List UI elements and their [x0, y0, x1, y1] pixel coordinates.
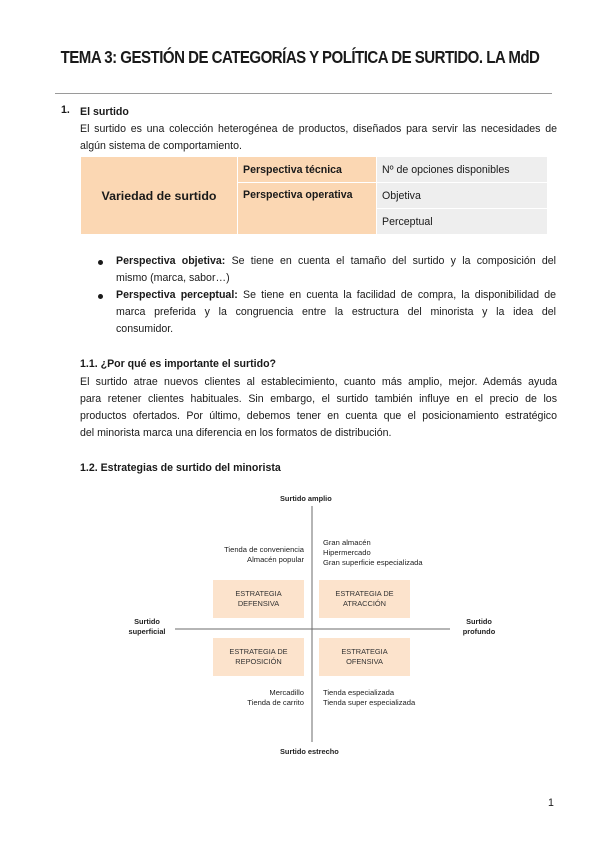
- format-label: Tienda super especializada: [323, 698, 416, 707]
- format-label: Tienda de conveniencia: [224, 545, 304, 554]
- section-heading-surtido: El surtido: [80, 106, 129, 118]
- page-number: 1: [548, 797, 554, 809]
- format-label: Tienda de carrito: [247, 698, 304, 707]
- bullet-line: consumidor.: [116, 323, 174, 335]
- section-number: 1.: [61, 104, 70, 116]
- quadrant-label: ATRACCIÓN: [343, 599, 386, 608]
- quadrant-label: ESTRATEGIA: [235, 589, 282, 598]
- quadrant-atraccion: [319, 580, 410, 618]
- format-label: Hipermercado: [323, 548, 371, 557]
- quadrant-label: ESTRATEGIA DE: [335, 589, 394, 598]
- subsection-heading: 1.1. ¿Por qué es importante el surtido?: [80, 358, 277, 370]
- bullet-line: marca preferida y la congruencia entre la estructura del minorista y la idea del: [116, 306, 556, 318]
- quadrant-label: ESTRATEGIA DE: [229, 647, 288, 656]
- perspective-cell: Perspectiva técnica: [238, 157, 377, 183]
- axis-label-left: Surtido: [134, 617, 160, 626]
- section-body-line: algún sistema de comportamiento.: [80, 140, 242, 152]
- axis-label-top: Surtido amplio: [280, 494, 332, 503]
- subsection-heading: 1.2. Estrategias de surtido del minorista: [80, 462, 281, 474]
- axis-label-bottom: Surtido estrecho: [280, 747, 339, 756]
- paragraph-line: El surtido atrae nuevos clientes al establecimiento, cuanto más amplio, mejor. Además ayuda: [80, 376, 557, 388]
- section-body-line: El surtido es una colección heterogénea de productos, diseñados para servir las necesidades de: [80, 123, 557, 135]
- paragraph-line: del minorista marca una diferencia en los formatos de distribución.: [80, 427, 392, 439]
- bullet-label: Perspectiva objetiva:: [116, 255, 226, 267]
- option-cell: Perceptual: [377, 209, 548, 235]
- paragraph-line: productos ofertados. Por último, debemos tener en cuenta que el posicionamiento estratégico: [80, 410, 557, 422]
- quadrant-label: OFENSIVA: [346, 657, 383, 666]
- bullet-line: mismo (marca, sabor…): [116, 272, 230, 284]
- axis-label-right: profundo: [462, 627, 496, 636]
- quadrant-ofensiva: [319, 638, 410, 676]
- option-cell: Objetiva: [377, 183, 548, 209]
- format-label: Tienda especializada: [323, 688, 395, 697]
- quadrant-label: REPOSICIÓN: [235, 657, 282, 666]
- perspective-cell: Perspectiva operativa: [238, 183, 377, 235]
- axis-label-right: Surtido: [466, 617, 492, 626]
- quadrant-label: ESTRATEGIA: [341, 647, 388, 656]
- format-label: Gran superficie especializada: [323, 558, 423, 567]
- quadrant-defensiva: [213, 580, 304, 618]
- format-label: Mercadillo: [269, 688, 304, 697]
- format-label: Gran almacén: [323, 538, 371, 547]
- paragraph-line: para retener clientes habituales. Sin embargo, el surtido también influye en el precio de los: [80, 393, 557, 405]
- bullet-text: Se tiene en cuenta el tamaño del surtido y la composición del: [225, 255, 557, 267]
- bullet-label: Perspectiva perceptual:: [116, 289, 238, 301]
- quadrant-label: DEFENSIVA: [237, 599, 280, 608]
- bullet-text: Se tiene en cuenta la facilidad de compra, la disponibilidad de: [237, 289, 556, 301]
- option-cell: Nº de opciones disponibles: [377, 157, 548, 183]
- quadrant-reposicion: [213, 638, 304, 676]
- format-label: Almacén popular: [247, 555, 304, 564]
- axis-label-left: superficial: [128, 627, 166, 636]
- page-title: TEMA 3: GESTIÓN DE CATEGORÍAS Y POLÍTICA DE SURTIDO. LA MdD: [60, 47, 540, 67]
- variety-main-cell: Variedad de surtido: [81, 157, 238, 235]
